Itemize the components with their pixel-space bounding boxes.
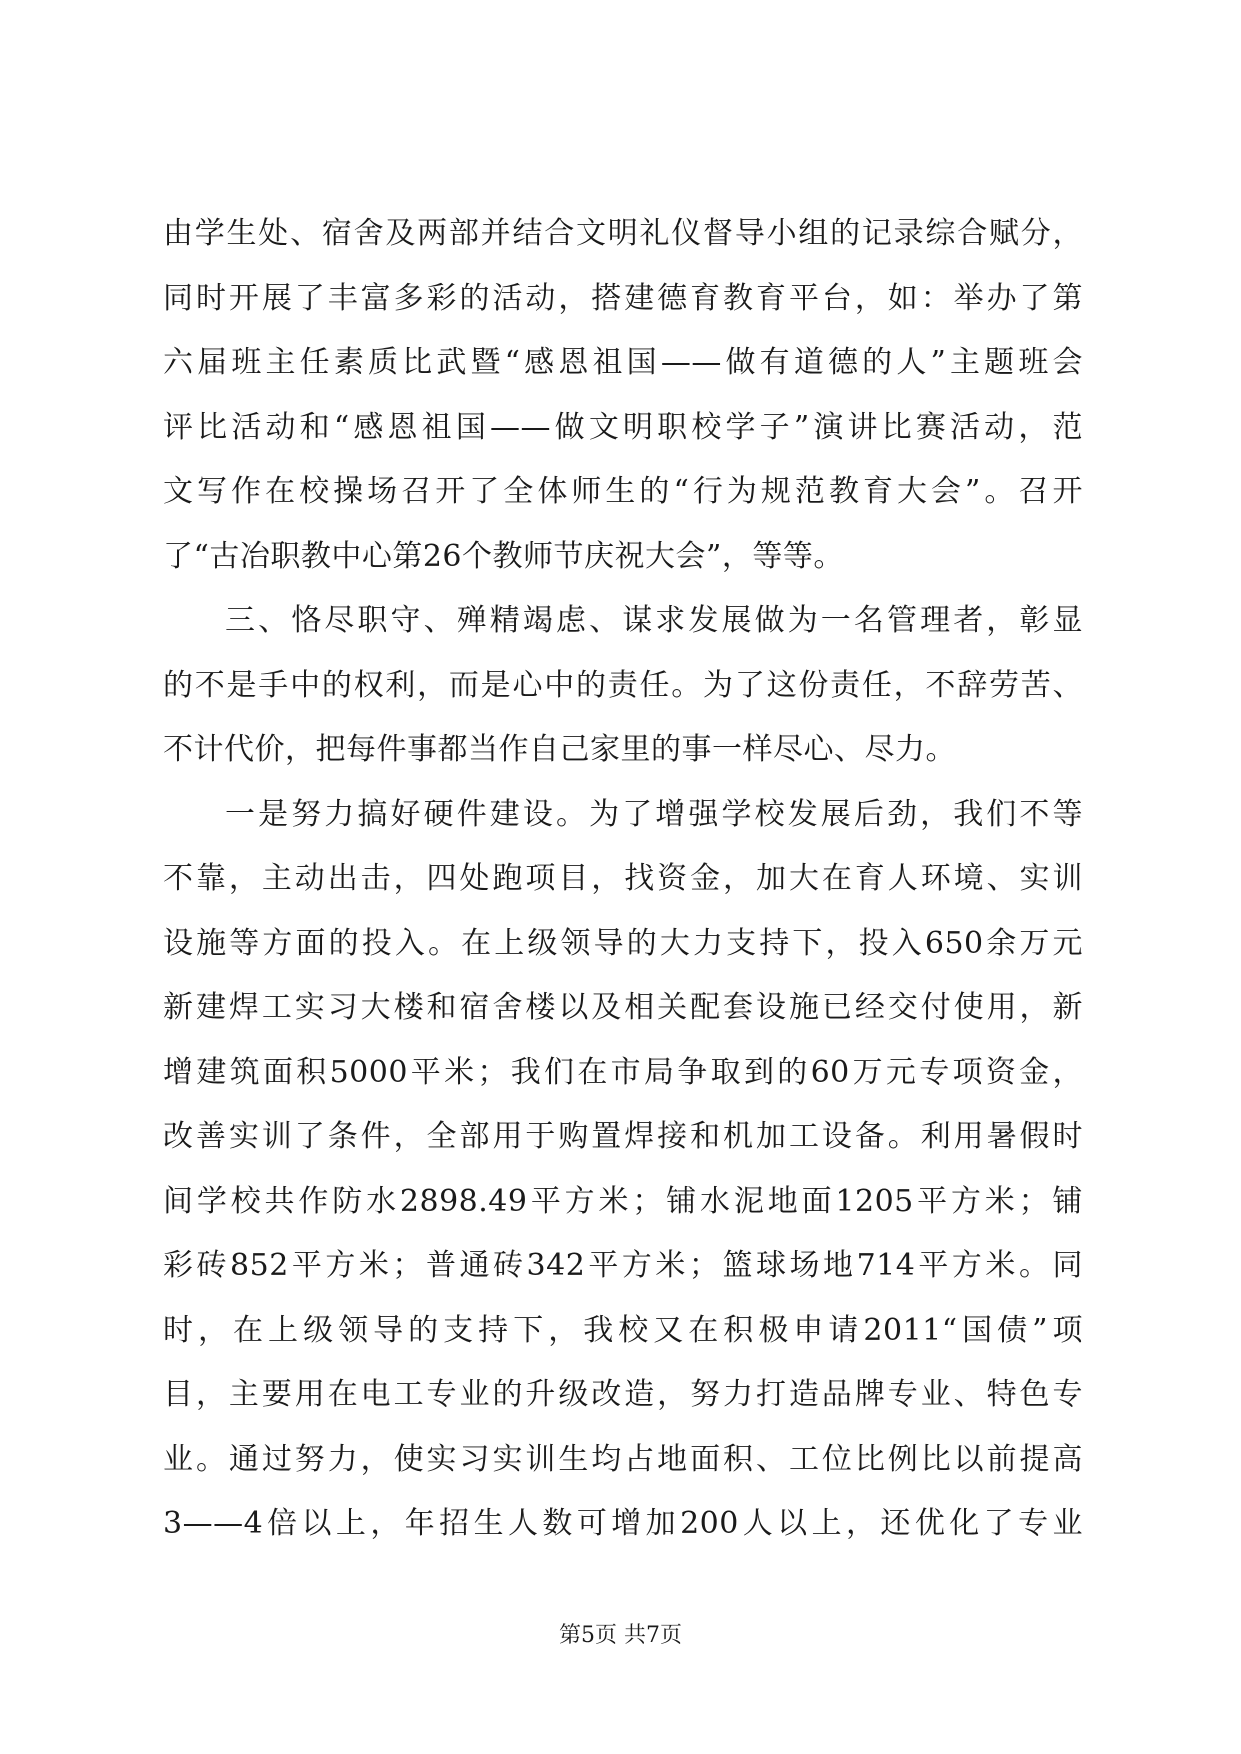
text-line-15: 改善实训了条件，全部用于购置焊接和机加工设备。利用暑假时 xyxy=(163,1119,1083,1154)
text-line-19: 目，主要用在电工专业的升级改造，努力打造品牌专业、特色专 xyxy=(163,1377,1083,1412)
text-line-6: 了“古冶职教中心第26个教师节庆祝大会”，等等。 xyxy=(163,538,844,574)
text-line-3: 六届班主任素质比武暨“感恩祖国——做有道德的人”主题班会 xyxy=(163,345,1083,380)
body-text xyxy=(163,202,1083,1557)
text-line-13: 新建焊工实习大楼和宿舍楼以及相关配套设施已经交付使用，新 xyxy=(163,990,1083,1025)
text-line-1: 由学生处、宿舍及两部并结合文明礼仪督导小组的记录综合赋分， xyxy=(163,216,1083,251)
text-line-18: 时，在上级领导的支持下，我校又在积极申请2011“国债”项 xyxy=(163,1312,1083,1348)
text-line-4: 评比活动和“感恩祖国——做文明职校学子”演讲比赛活动，范 xyxy=(163,409,1083,445)
text-line-17: 彩砖852平方米；普通砖342平方米；篮球场地714平方米。同 xyxy=(163,1248,1083,1283)
text-line-14: 增建筑面积5000平米；我们在市局争取到的60万元专项资金， xyxy=(163,1054,1083,1090)
text-line-12: 设施等方面的投入。在上级领导的大力支持下，投入650余万元 xyxy=(163,925,1083,961)
text-line-2: 同时开展了丰富多彩的活动，搭建德育教育平台，如：举办了第 xyxy=(163,280,1083,316)
text-line-16: 间学校共作防水2898.49平方米；铺水泥地面1205平方米；铺 xyxy=(163,1183,1083,1219)
page-number-footer: 第5页 共7页 xyxy=(559,1623,682,1648)
text-line-8: 的不是手中的权利，而是心中的责任。为了这份责任，不辞劳苦、 xyxy=(163,667,1083,703)
text-line-5: 文写作在校操场召开了全体师生的“行为规范教育大会”。召开 xyxy=(163,474,1083,509)
text-line-10: 一是努力搞好硬件建设。为了增强学校发展后劲，我们不等 xyxy=(225,796,1083,832)
text-line-9: 不计代价，把每件事都当作自己家里的事一样尽心、尽力。 xyxy=(163,732,956,767)
text-line-11: 不靠，主动出击，四处跑项目，找资金，加大在育人环境、实训 xyxy=(163,861,1083,896)
text-line-7: 三、恪尽职守、殚精竭虑、谋求发展做为一名管理者，彰显 xyxy=(225,603,1083,638)
text-line-20: 业。通过努力，使实习实训生均占地面积、工位比例比以前提高 xyxy=(163,1441,1083,1477)
text-line-21: 3——4倍以上，年招生人数可增加200人以上，还优化了专业 xyxy=(163,1506,1083,1541)
